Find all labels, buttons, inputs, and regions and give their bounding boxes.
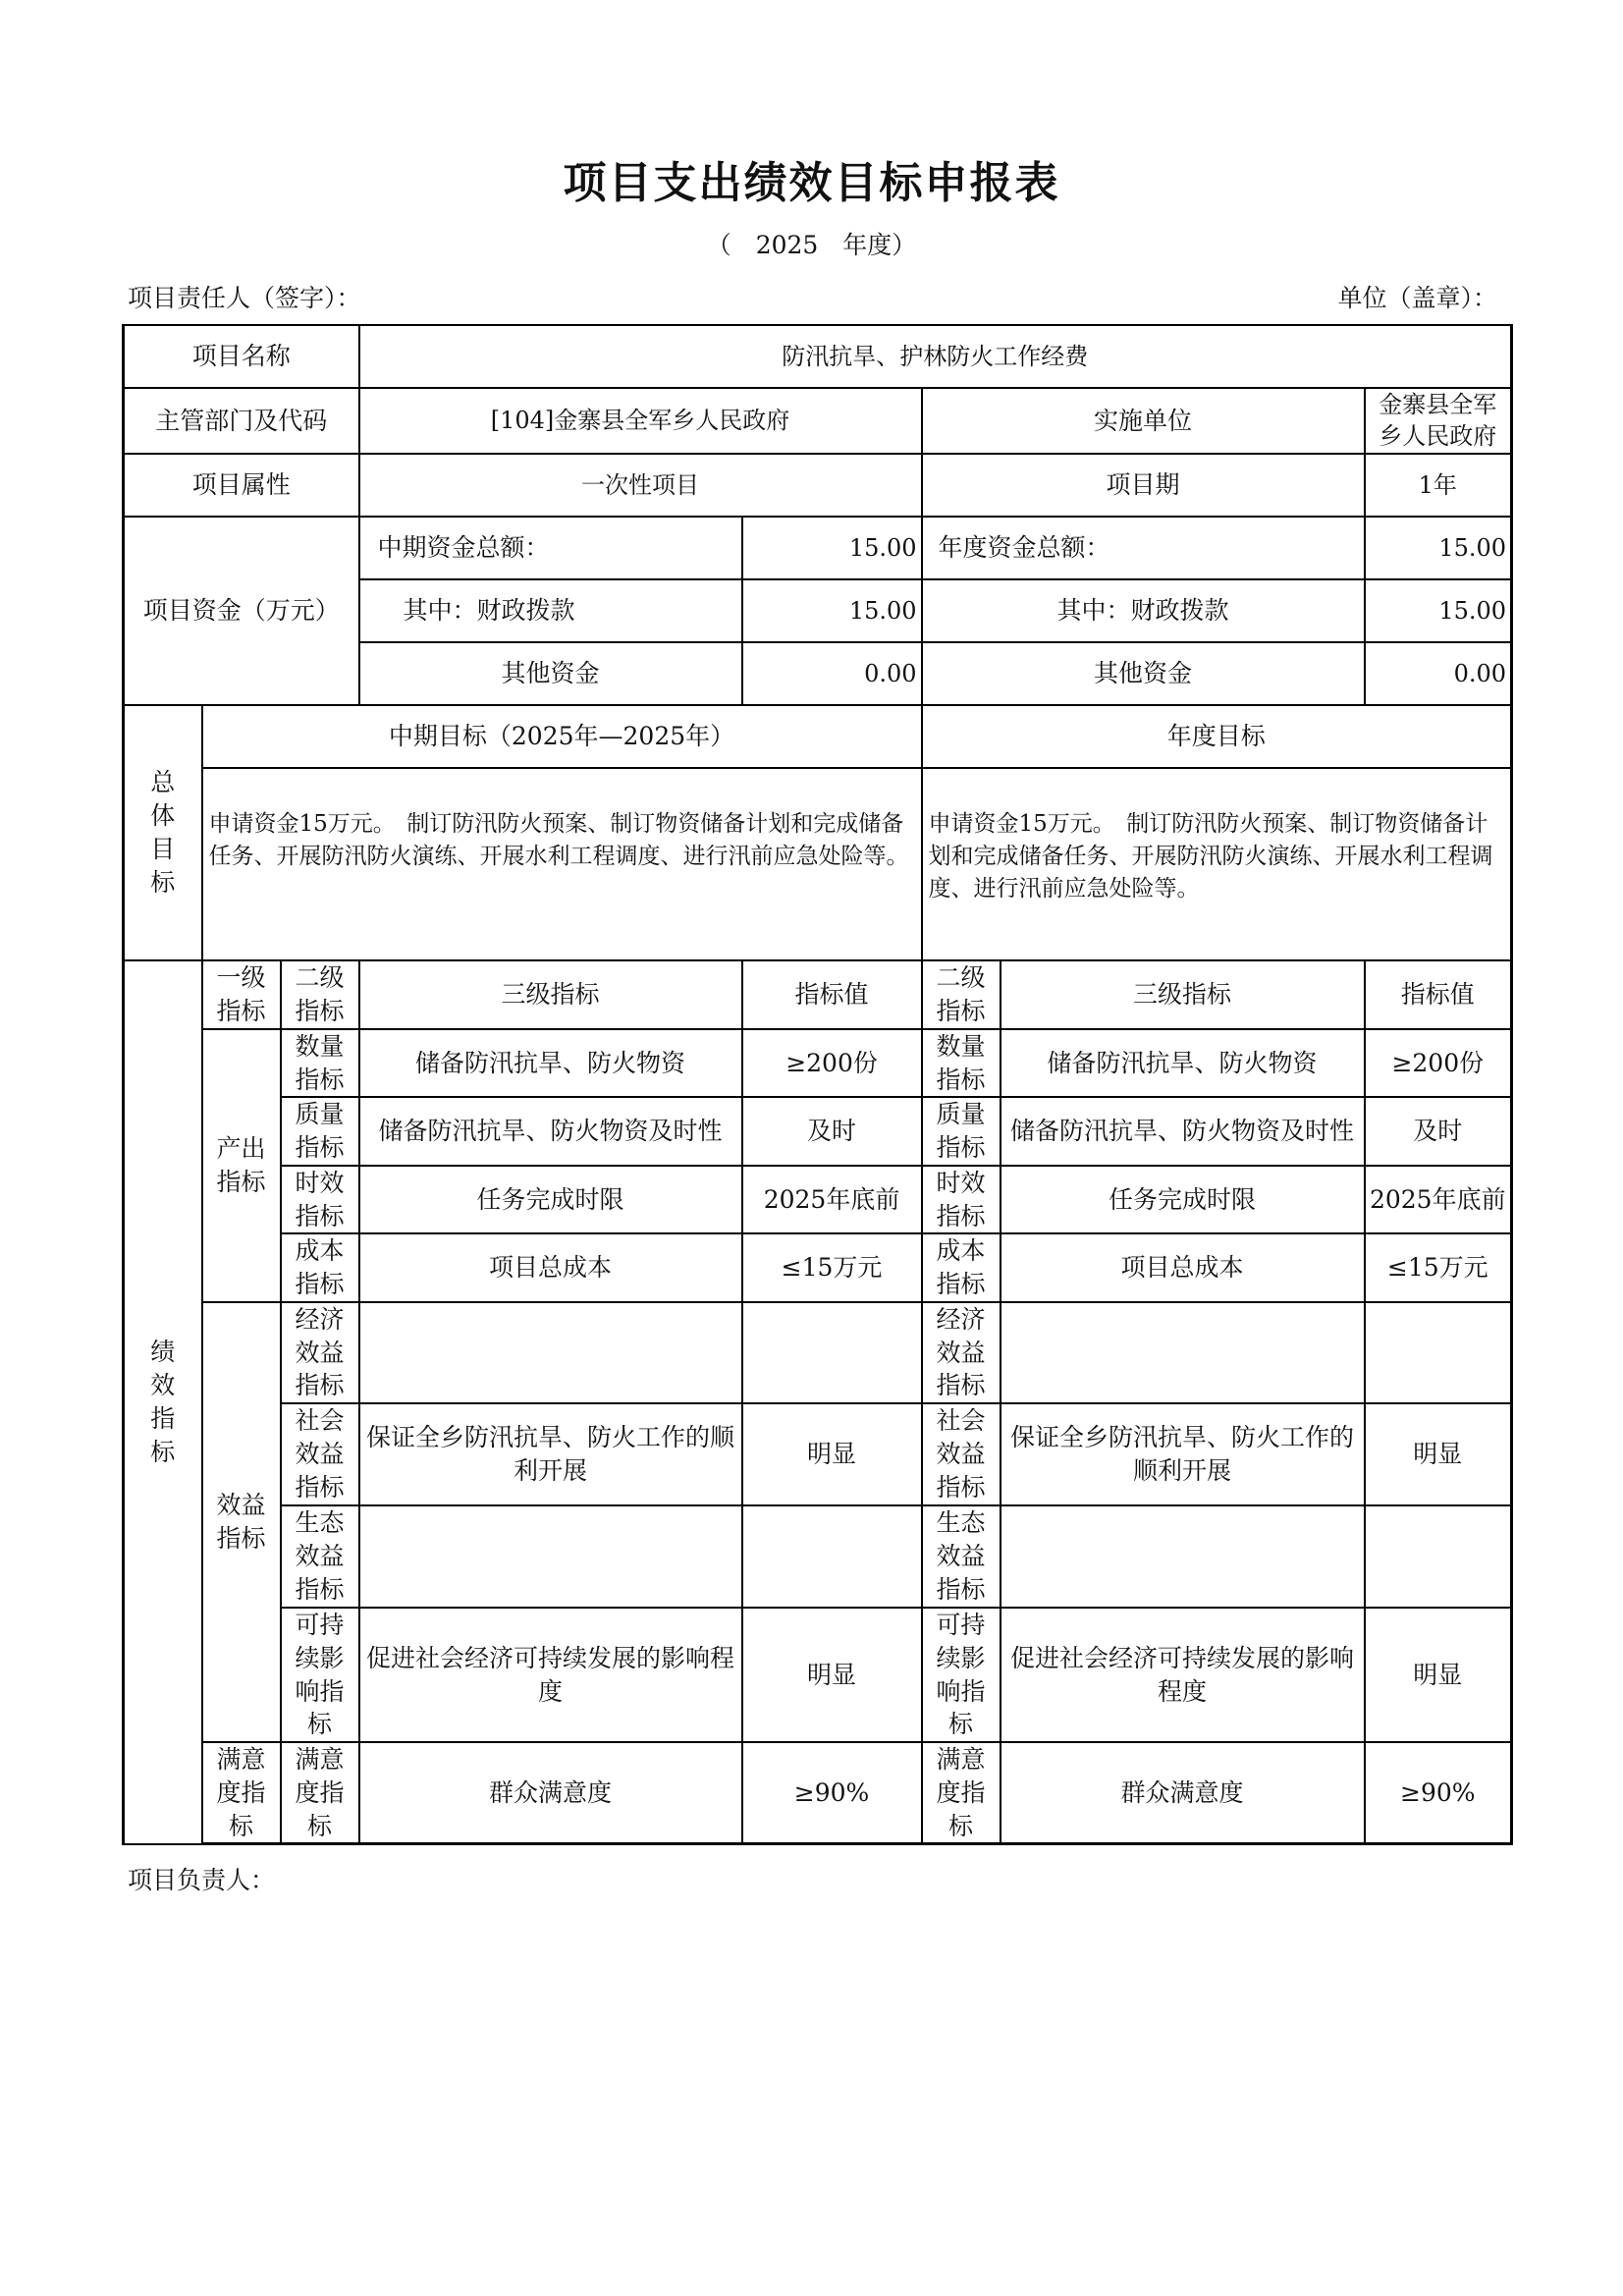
annual-indicator-l2: 时效指标 (922, 1166, 1001, 1234)
annual-indicator-value: 明显 (1365, 1403, 1512, 1505)
annual-indicator-l3: 促进社会经济可持续发展的影响程度 (1001, 1608, 1365, 1742)
annual-indicator-l3: 项目总成本 (1001, 1233, 1365, 1302)
annual-total-label: 年度资金总额： (922, 517, 1365, 579)
annual-indicator-value: ≥200份 (1365, 1029, 1512, 1098)
annual-indicator-l3: 储备防汛抗旱、防火物资及时性 (1001, 1097, 1365, 1166)
responsible-signature-label: 项目责任人（签字）： (128, 284, 361, 312)
indicator-value: ≤15万元 (742, 1233, 922, 1302)
annual-indicator-l2: 经济效益指标 (922, 1302, 1001, 1403)
indicator-l2: 数量指标 (281, 1029, 359, 1098)
indicator-value: 2025年底前 (742, 1166, 922, 1234)
project-name-value: 防汛抗旱、护林防火工作经费 (359, 325, 1512, 388)
annual-indicator-l3 (1001, 1505, 1365, 1608)
indicator-l2: 社会效益指标 (281, 1403, 359, 1505)
performance-target-table (122, 324, 1513, 1845)
page-title: 项目支出绩效目标申报表 (563, 158, 1060, 208)
annual-indicator-value: 明显 (1365, 1608, 1512, 1742)
indicator-value: 及时 (742, 1097, 922, 1166)
col-value-header: 指标值 (742, 960, 922, 1029)
annual-indicator-l2: 满意度指标 (922, 1742, 1001, 1844)
annual-other-value: 0.00 (1365, 642, 1512, 705)
indicator-value: ≥90% (742, 1742, 922, 1844)
project-period-value: 1年 (1365, 454, 1512, 517)
indicator-value: 明显 (742, 1608, 922, 1742)
project-attr-label: 项目属性 (124, 454, 359, 517)
annual-indicator-l2: 成本指标 (922, 1233, 1001, 1302)
indicator-value (742, 1302, 922, 1403)
indicator-l3 (359, 1505, 742, 1608)
dept-label: 主管部门及代码 (124, 388, 359, 454)
mid-other-value: 0.00 (742, 642, 922, 705)
annual-indicator-value (1365, 1505, 1512, 1608)
indicator-l2: 成本指标 (281, 1233, 359, 1302)
col-level1-header: 一级指标 (202, 960, 281, 1029)
annual-col-level3-header: 三级指标 (1001, 960, 1365, 1029)
annual-indicator-l3: 群众满意度 (1001, 1742, 1365, 1844)
indicator-l2: 生态效益指标 (281, 1505, 359, 1608)
annual-indicator-value: ≤15万元 (1365, 1233, 1512, 1302)
indicator-l3: 群众满意度 (359, 1742, 742, 1844)
annual-col-value-header: 指标值 (1365, 960, 1512, 1029)
overall-goal-label: 总体目标 (124, 705, 202, 960)
indicator-l3 (359, 1302, 742, 1403)
annual-indicator-l2: 生态效益指标 (922, 1505, 1001, 1608)
indicator-l2: 可持续影响指标 (281, 1608, 359, 1742)
annual-indicator-l3 (1001, 1302, 1365, 1403)
mid-total-label: 中期资金总额： (359, 517, 742, 579)
mid-other-label: 其他资金 (359, 642, 742, 705)
benefit-indicator-label: 效益指标 (202, 1302, 281, 1742)
annual-indicator-l2: 社会效益指标 (922, 1403, 1001, 1505)
mid-total-value: 15.00 (742, 517, 922, 579)
annual-indicator-l3: 储备防汛抗旱、防火物资 (1001, 1029, 1365, 1098)
project-owner-label: 项目负责人： (128, 1866, 276, 1894)
indicator-value (742, 1505, 922, 1608)
mid-goal-header: 中期目标（2025年—2025年） (202, 705, 922, 768)
indicator-l2: 经济效益指标 (281, 1302, 359, 1403)
annual-other-label: 其他资金 (922, 642, 1365, 705)
indicators-label: 绩效指标 (124, 960, 202, 1844)
fiscal-year: （ 2025 年度） (706, 231, 917, 259)
indicator-l3: 项目总成本 (359, 1233, 742, 1302)
mid-fiscal-value: 15.00 (742, 579, 922, 642)
indicator-l2: 时效指标 (281, 1166, 359, 1234)
satisfaction-indicator-label: 满意度指标 (202, 1742, 281, 1844)
annual-indicator-value: 及时 (1365, 1097, 1512, 1166)
indicator-l2: 满意度指标 (281, 1742, 359, 1844)
annual-indicator-l3: 保证全乡防汛抗旱、防火工作的顺利开展 (1001, 1403, 1365, 1505)
indicator-l3: 促进社会经济可持续发展的影响程度 (359, 1608, 742, 1742)
annual-col-level2-header: 二级指标 (922, 960, 1001, 1029)
mid-fiscal-label: 其中：财政拨款 (359, 579, 742, 642)
col-level3-header: 三级指标 (359, 960, 742, 1029)
indicator-value: 明显 (742, 1403, 922, 1505)
indicator-l3: 保证全乡防汛抗旱、防火工作的顺利开展 (359, 1403, 742, 1505)
funds-label: 项目资金（万元） (124, 517, 359, 705)
project-period-label: 项目期 (922, 454, 1365, 517)
mid-goal-text: 申请资金15万元。 制订防汛防火预案、制订物资储备计划和完成储备任务、开展防汛防火演练、开展水利工程调度、进行汛前应急处险等。 (202, 768, 922, 960)
dept-value: [104]金寨县全军乡人民政府 (359, 388, 922, 454)
project-attr-value: 一次性项目 (359, 454, 922, 517)
annual-indicator-l3: 任务完成时限 (1001, 1166, 1365, 1234)
annual-indicator-value: ≥90% (1365, 1742, 1512, 1844)
annual-goal-header: 年度目标 (922, 705, 1512, 768)
annual-indicator-l2: 质量指标 (922, 1097, 1001, 1166)
annual-total-value: 15.00 (1365, 517, 1512, 579)
indicator-value: ≥200份 (742, 1029, 922, 1098)
annual-fiscal-value: 15.00 (1365, 579, 1512, 642)
col-level2-header: 二级指标 (281, 960, 359, 1029)
indicator-l3: 储备防汛抗旱、防火物资及时性 (359, 1097, 742, 1166)
indicator-l3: 任务完成时限 (359, 1166, 742, 1234)
indicator-l3: 储备防汛抗旱、防火物资 (359, 1029, 742, 1098)
impl-unit-value: 金寨县全军乡人民政府 (1365, 388, 1512, 454)
annual-fiscal-label: 其中：财政拨款 (922, 579, 1365, 642)
impl-unit-label: 实施单位 (922, 388, 1365, 454)
unit-seal-label: 单位（盖章）： (1337, 284, 1497, 312)
annual-indicator-value (1365, 1302, 1512, 1403)
annual-indicator-l2: 可持续影响指标 (922, 1608, 1001, 1742)
annual-indicator-l2: 数量指标 (922, 1029, 1001, 1098)
annual-indicator-value: 2025年底前 (1365, 1166, 1512, 1234)
indicator-l2: 质量指标 (281, 1097, 359, 1166)
annual-goal-text: 申请资金15万元。 制订防汛防火预案、制订物资储备计划和完成储备任务、开展防汛防火演练、开展水利工程调度、进行汛前应急处险等。 (922, 768, 1512, 960)
project-name-label: 项目名称 (124, 325, 359, 388)
output-indicator-label: 产出指标 (202, 1029, 281, 1302)
